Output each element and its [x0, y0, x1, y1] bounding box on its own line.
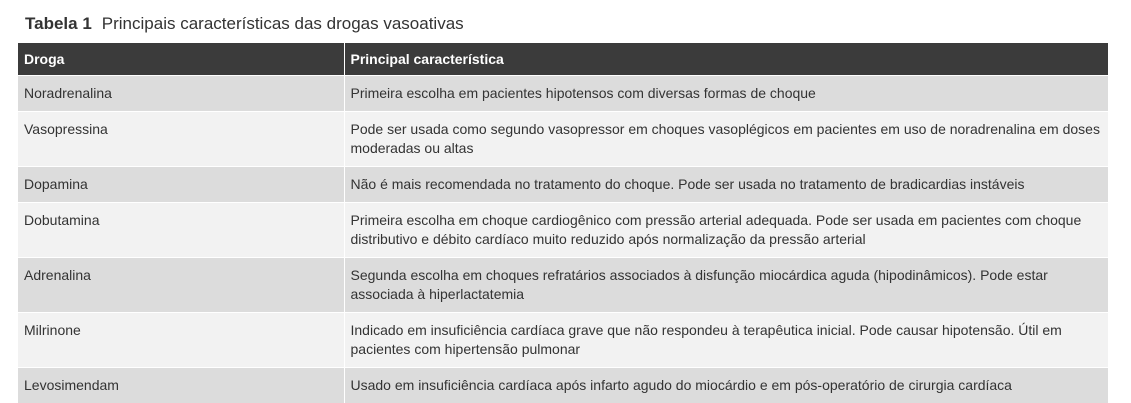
drug-name-cell: Levosimendam [18, 368, 344, 403]
table-row [18, 313, 1108, 368]
table-title: Principais características das drogas vasoativas [102, 14, 464, 33]
characteristic-cell: Segunda escolha em choques refratários associados à disfunção miocárdica aguda (hipodinâmicos). Pode estar associada à hiperlactatemia [344, 258, 1108, 313]
drug-name-cell: Adrenalina [18, 258, 344, 313]
characteristic-cell: Usado em insuficiência cardíaca após infarto agudo do miocárdio e em pós-operatório de cirurgia cardíaca [344, 368, 1108, 403]
drug-name-cell: Noradrenalina [18, 76, 344, 112]
characteristic-cell: Indicado em insuficiência cardíaca grave que não respondeu à terapêutica inicial. Pode causar hipotensão. Útil em pacientes com hipertensão pulmonar [344, 313, 1108, 368]
column-header-characteristic: Principal característica [344, 43, 1108, 76]
table-caption [25, 14, 464, 34]
table-header-row [18, 43, 1108, 76]
drug-name-cell: Dobutamina [18, 203, 344, 258]
drug-name-cell: Vasopressina [18, 112, 344, 167]
column-header-drug: Droga [18, 43, 344, 76]
characteristic-cell: Pode ser usada como segundo vasopressor em choques vasoplégicos em pacientes em uso de noradrenalina em doses moderadas ou altas [344, 112, 1108, 167]
table-row [18, 368, 1108, 403]
table-row [18, 76, 1108, 112]
table-row [18, 258, 1108, 313]
drug-name-cell: Milrinone [18, 313, 344, 368]
table-row [18, 112, 1108, 167]
table-number: Tabela 1 [25, 14, 92, 33]
drug-name-cell: Dopamina [18, 167, 344, 203]
table-row [18, 203, 1108, 258]
drugs-table [18, 43, 1108, 403]
table-row [18, 167, 1108, 203]
characteristic-cell: Não é mais recomendada no tratamento do choque. Pode ser usada no tratamento de bradicardias instáveis [344, 167, 1108, 203]
characteristic-cell: Primeira escolha em pacientes hipotensos com diversas formas de choque [344, 76, 1108, 112]
characteristic-cell: Primeira escolha em choque cardiogênico com pressão arterial adequada. Pode ser usada em pacientes com choque distributivo e débito cardíaco muito reduzido após normalização da pressão arterial [344, 203, 1108, 258]
